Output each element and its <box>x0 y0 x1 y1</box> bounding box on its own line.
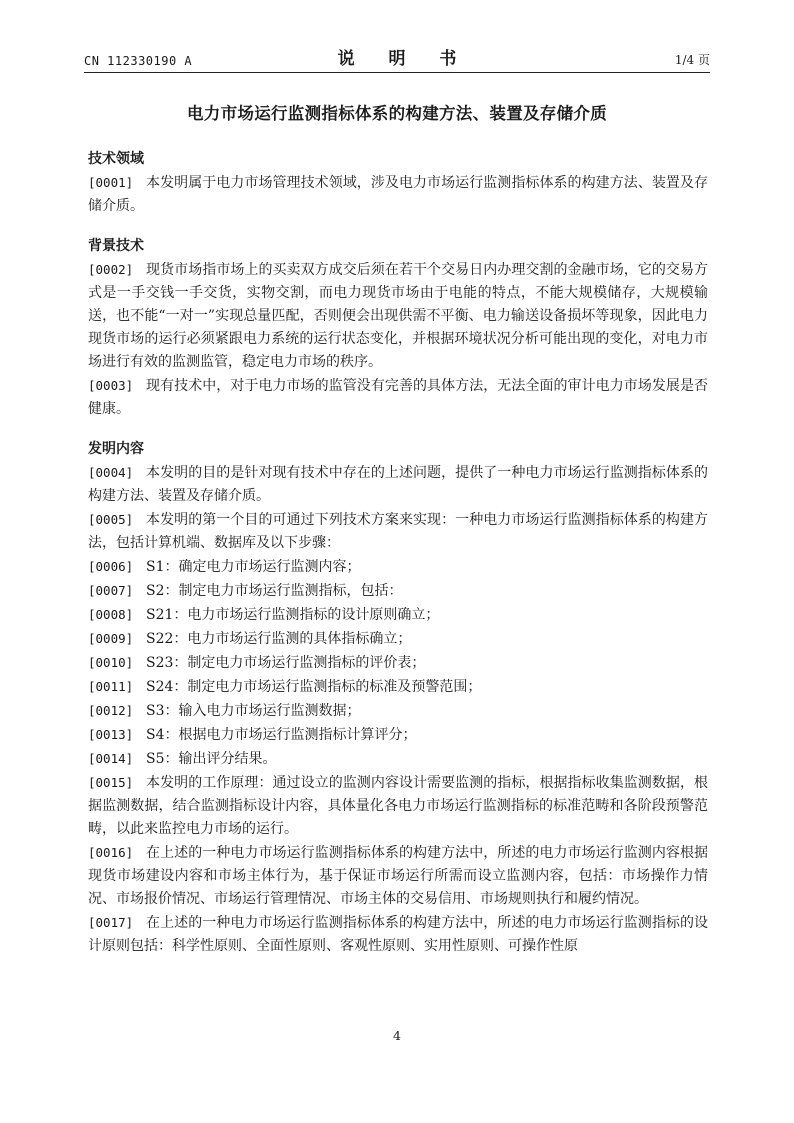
paragraph-text: 在上述的一种电力市场运行监测指标体系的构建方法中，所述的电力市场运行监测指标的设计原则包括：科学性原则、全面性原则、客观性原则、实用性原则、可操作性原 <box>88 915 708 954</box>
paragraph-number: [0006] <box>88 559 134 574</box>
paragraph <box>88 911 708 958</box>
paragraph-text: 在上述的一种电力市场运行监测指标体系的构建方法中，所述的电力市场运行监测内容根据现货市场建设内容和市场主体行为，基于保证市场运行所需而设立监测内容，包括：市场操作力情况、市场报价情况、市场运行管理情况、市场主体的交易信用、市场规则执行和履约情况。 <box>88 845 708 907</box>
paragraph-number: [0001] <box>88 175 134 190</box>
document-type: 说 明 书 <box>337 49 471 69</box>
document-body <box>88 148 708 958</box>
paragraph <box>88 374 708 421</box>
paragraph-text: S21：电力市场运行监测指标的设计原则确立； <box>146 607 440 623</box>
paragraph <box>88 258 708 374</box>
paragraph <box>88 675 708 699</box>
paragraph-text: 现有技术中，对于电力市场的监管没有完善的具体方法，无法全面的审计电力市场发展是否健康。 <box>88 378 708 417</box>
section-heading-summary: 发明内容 <box>88 441 144 457</box>
document-number: CN 112330190 A <box>84 54 193 68</box>
paragraph <box>88 723 708 747</box>
paragraph-text: S5：输出评分结果。 <box>146 751 277 767</box>
paragraph-number: [0005] <box>88 512 134 527</box>
paragraph-number: [0008] <box>88 607 134 622</box>
document-title: 电力市场运行监测指标体系的构建方法、装置及存储介质 <box>187 104 607 123</box>
paragraph <box>88 508 708 555</box>
paragraph-number: [0014] <box>88 751 134 766</box>
paragraph-number: [0016] <box>88 845 134 860</box>
paragraph-text: S22：电力市场运行监测的具体指标确立； <box>146 631 412 647</box>
paragraph-text: S23：制定电力市场运行监测指标的评价表； <box>146 655 426 671</box>
paragraph <box>88 461 708 508</box>
paragraph-number: [0017] <box>88 915 134 930</box>
paragraph-number: [0003] <box>88 378 134 393</box>
paragraph-text: S24：制定电力市场运行监测指标的标准及预警范围； <box>146 679 482 695</box>
paragraph <box>88 699 708 723</box>
paragraph <box>88 841 708 911</box>
paragraph-text: 本发明的工作原理：通过设立的监测内容设计需要监测的指标，根据指标收集监测数据，根据监测数据，结合监测指标设计内容，具体量化各电力市场运行监测指标的标准范畴和各阶段预警范畴，以此来监控电力市场的运行。 <box>88 775 708 837</box>
paragraph <box>88 771 708 841</box>
paragraph-number: [0012] <box>88 703 134 718</box>
paragraph-text: S2：制定电力市场运行监测指标，包括： <box>146 583 403 599</box>
page-number: 4 <box>393 1028 401 1043</box>
paragraph-number: [0010] <box>88 655 134 670</box>
page-info: 1/4 页 <box>674 53 710 67</box>
paragraph <box>88 171 708 218</box>
paragraph-text: 现货市场指市场上的买卖双方成交后须在若干个交易日内办理交割的金融市场，它的交易方式是一手交钱一手交货，实物交割，而电力现货市场由于电能的特点，不能大规模储存，大规模输送，也不能“一对一”实现总量匹配，否则便会出现供需不平衡、电力输送设备损坏等现象，因此电力现货市场的运行必须紧跟电力系统的运行状态变化，并根据环境状况分析可能出现的变化，对电力市场进行有效的监测监管，稳定电力市场的秩序。 <box>88 262 708 370</box>
paragraph-text: S4：根据电力市场运行监测指标计算评分； <box>146 727 417 743</box>
paragraph-number: [0009] <box>88 631 134 646</box>
paragraph-text: S1：确定电力市场运行监测内容； <box>146 559 361 575</box>
section-heading-tech-field: 技术领域 <box>88 151 144 167</box>
paragraph <box>88 651 708 675</box>
paragraph-number: [0002] <box>88 262 134 277</box>
paragraph <box>88 747 708 771</box>
paragraph-text: 本发明的第一个目的可通过下列技术方案来实现：一种电力市场运行监测指标体系的构建方法，包括计算机端、数据库及以下步骤： <box>88 512 708 551</box>
paragraph <box>88 627 708 651</box>
paragraph-number: [0011] <box>88 679 134 694</box>
paragraph <box>88 603 708 627</box>
paragraph <box>88 579 708 603</box>
paragraph-number: [0013] <box>88 727 134 742</box>
paragraph-number: [0004] <box>88 465 134 480</box>
paragraph-text: S3：输入电力市场运行监测数据； <box>146 703 361 719</box>
paragraph-number: [0015] <box>88 775 134 790</box>
page-header <box>84 46 710 73</box>
paragraph-text: 本发明的目的是针对现有技术中存在的上述问题，提供了一种电力市场运行监测指标体系的构建方法、装置及存储介质。 <box>88 465 708 504</box>
paragraph <box>88 555 708 579</box>
paragraph-number: [0007] <box>88 583 134 598</box>
paragraph-text: 本发明属于电力市场管理技术领域，涉及电力市场运行监测指标体系的构建方法、装置及存储介质。 <box>88 175 708 214</box>
section-heading-background: 背景技术 <box>88 238 144 254</box>
